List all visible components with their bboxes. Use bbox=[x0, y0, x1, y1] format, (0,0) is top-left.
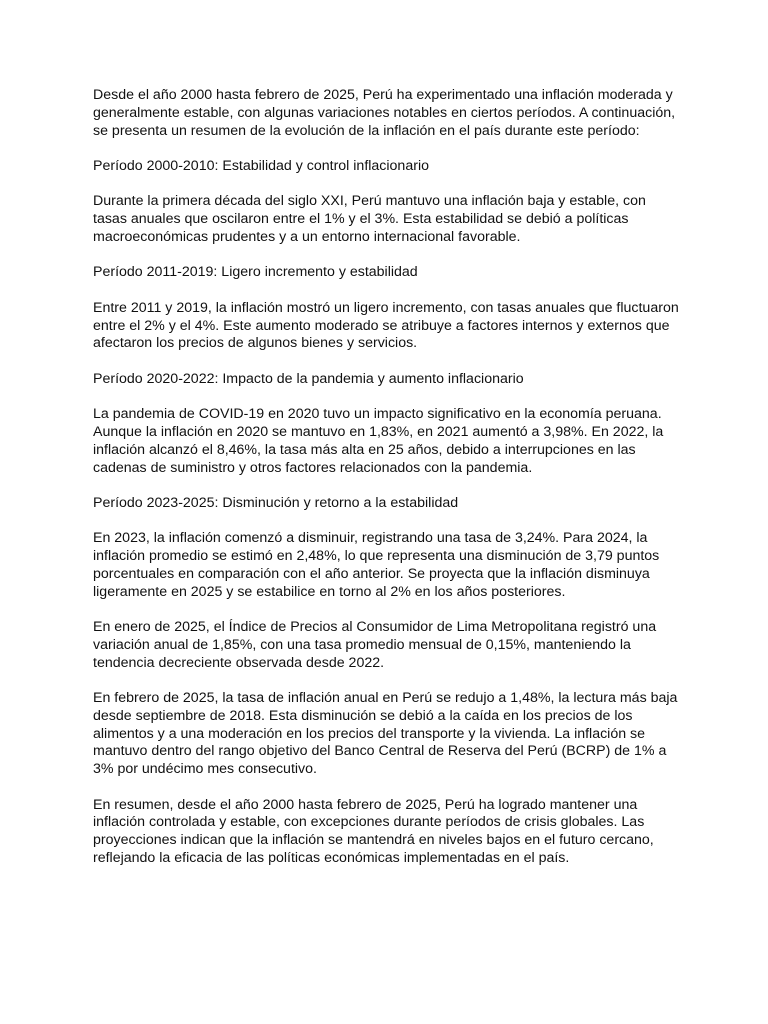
document-body bbox=[93, 87, 683, 868]
summary-paragraph: En resumen, desde el año 2000 hasta febrero de 2025, Perú ha logrado mantener una inflación controlada y estable, con excepciones durante períodos de crisis globales. Las proyecciones indican que la inflación se mantendrá en niveles bajos en el futuro cercano, reflejando la eficacia de las políticas económicas implementadas en el país. bbox=[93, 796, 654, 867]
section-body-2020-2022: La pandemia de COVID-19 en 2020 tuvo un impacto significativo en la economía peruana. Aunque la inflación en 2020 se mantuvo en 1,83%, en 2021 aumentó a 3,98%. En 2022, la inflación alcanzó el 8,46%, la tasa más alta en 25 años, debido a interrupciones en las cadenas de suministro y otros factores relacionados con la pandemia. bbox=[93, 406, 664, 476]
paragraph-january-2025: En enero de 2025, el Índice de Precios al Consumidor de Lima Metropolitana registró una variación anual de 1,85%, con una tasa promedio mensual de 0,15%, manteniendo la tendencia decreciente observada desde 2022. bbox=[93, 619, 657, 671]
section-heading-2000-2010: Período 2000-2010: Estabilidad y control inflacionario bbox=[93, 157, 429, 174]
section-body-2011-2019: Entre 2011 y 2019, la inflación mostró un ligero incremento, con tasas anuales que fluctuaron entre el 2% y el 4%. Este aumento moderado se atribuye a factores internos y externos que afectaron los precios de algunos bienes y servicios. bbox=[93, 299, 679, 352]
section-heading-2023-2025: Período 2023-2025: Disminución y retorno a la estabilidad bbox=[93, 494, 459, 511]
section-heading-2011-2019: Período 2011-2019: Ligero incremento y estabilidad bbox=[93, 264, 418, 281]
section-body-2000-2010: Durante la primera década del siglo XXI, Perú mantuvo una inflación baja y estable, con tasas anuales que oscilaron entre el 1% y el 3%. Esta estabilidad se debió a políticas macroeconómicas prudentes y a un entorno internacional favorable. bbox=[93, 193, 646, 245]
paragraph-february-2025: En febrero de 2025, la tasa de inflación anual en Perú se redujo a 1,48%, la lectura más baja desde septiembre de 2018. Esta disminución se debió a la caída en los precios de los alimentos y a una moderación en los precios del transporte y la vivienda. La inflación se mantuvo dentro del rango objetivo del Banco Central de Reserva del Perú (BCRP) de 1% a 3% por undécimo mes consecutivo. bbox=[93, 690, 678, 778]
section-heading-2020-2022: Período 2020-2022: Impacto de la pandemia y aumento inflacionario bbox=[93, 370, 524, 387]
intro-paragraph: Desde el año 2000 hasta febrero de 2025, Perú ha experimentado una inflación moderada y generalmente estable, con algunas variaciones notables en ciertos períodos. A continuación, se presenta un resumen de la evolución de la inflación en el país durante este período: bbox=[93, 87, 676, 139]
section-body-2023-2025: En 2023, la inflación comenzó a disminuir, registrando una tasa de 3,24%. Para 2024, la inflación promedio se estimó en 2,48%, lo que representa una disminución de 3,79 puntos porcentuales en comparación con el año anterior. Se proyecta que la inflación disminuya ligeramente en 2025 y se estabilice en torno al 2% en los años posteriores. bbox=[93, 530, 660, 600]
